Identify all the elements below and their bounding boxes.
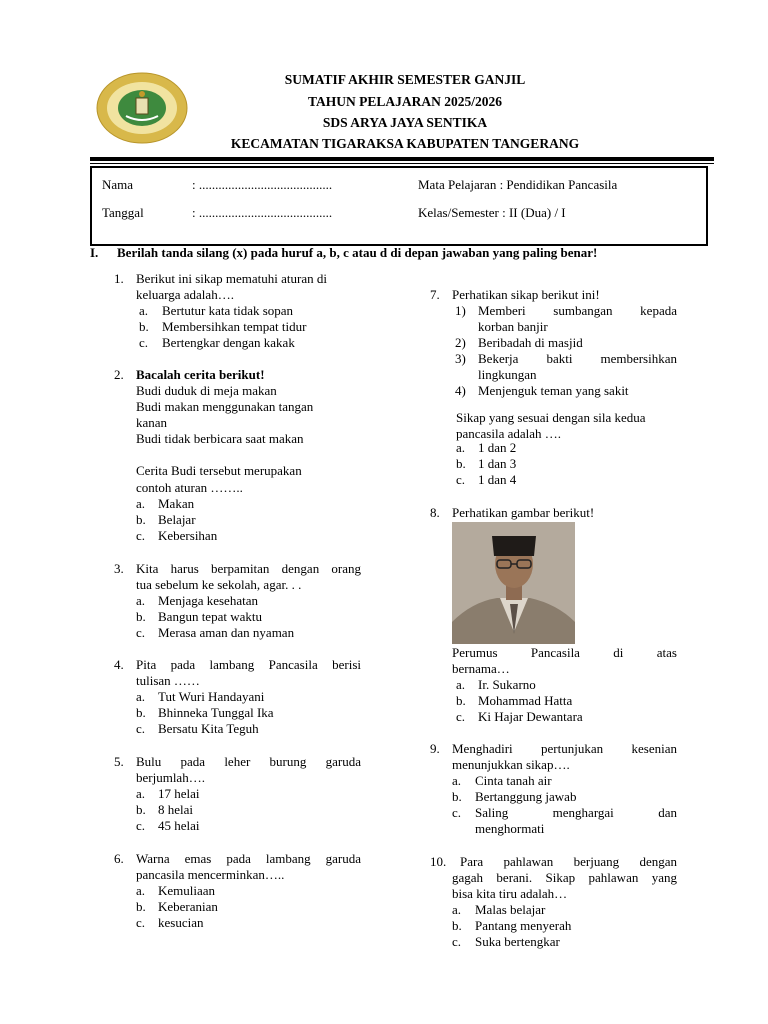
- option-text[interactable]: Bangun tepat waktu: [158, 609, 262, 624]
- question-number: 4.: [114, 657, 124, 672]
- question-text: bernama…: [452, 661, 510, 676]
- question-number: 5.: [114, 754, 124, 769]
- nama-label: Nama: [102, 177, 134, 192]
- question-text: keluarga adalah….: [136, 287, 234, 302]
- option-letter: a.: [452, 902, 462, 917]
- option-letter: b.: [456, 693, 466, 708]
- class-info: Kelas/Semester : II (Dua) / I: [418, 205, 566, 220]
- option-letter: b.: [136, 899, 146, 914]
- question-text: Kita harus berpamitan dengan orang: [136, 561, 361, 576]
- instruction-number: I.: [90, 245, 99, 260]
- option-text[interactable]: 45 helai: [158, 818, 200, 833]
- option-text[interactable]: Ki Hajar Dewantara: [478, 709, 583, 724]
- option-text[interactable]: Kemuliaan: [158, 883, 216, 898]
- question-text: berjumlah….: [136, 770, 205, 785]
- question-number: 8.: [430, 505, 440, 520]
- option-text[interactable]: kesucian: [158, 915, 204, 930]
- portrait-photo: [452, 522, 575, 644]
- option-letter: c.: [136, 721, 146, 736]
- story-line: Budi tidak berbicara saat makan: [136, 431, 304, 446]
- option-text[interactable]: Mohammad Hatta: [478, 693, 573, 708]
- list-number: 3): [455, 351, 466, 366]
- option-text[interactable]: Saling menghargai dan: [475, 805, 677, 820]
- list-item: korban banjir: [478, 319, 548, 334]
- question-text: menunjukkan sikap….: [452, 757, 570, 772]
- question-text: pancasila mencerminkan…..: [136, 867, 285, 882]
- option-letter: b.: [452, 789, 462, 804]
- option-letter: a.: [456, 440, 466, 455]
- option-letter: a.: [136, 593, 146, 608]
- question-number: 3.: [114, 561, 124, 576]
- list-item: Memberi sumbangan kepada: [478, 303, 677, 318]
- exam-title: SUMATIF AKHIR SEMESTER GANJIL: [284, 72, 526, 87]
- academic-year: TAHUN PELAJARAN 2025/2026: [307, 94, 502, 109]
- district-name: KECAMATAN TIGARAKSA KABUPATEN TANGERANG: [230, 136, 580, 151]
- question-number: 7.: [430, 287, 440, 302]
- list-number: 1): [455, 303, 466, 318]
- header-divider-thin: [90, 163, 714, 164]
- question-text: gagah berani. Sikap pahlawan yang: [452, 870, 677, 885]
- option-text[interactable]: Merasa aman dan nyaman: [158, 625, 295, 640]
- question-text: tulisan ……: [136, 673, 200, 688]
- option-letter: a.: [136, 786, 146, 801]
- instruction-text: Berilah tanda silang (x) pada huruf a, b, c atau d di depan jawaban yang paling benar!: [117, 245, 598, 260]
- option-text[interactable]: Makan: [158, 496, 195, 511]
- story-line: kanan: [136, 415, 168, 430]
- option-text[interactable]: Bertutur kata tidak sopan: [162, 303, 294, 318]
- option-text[interactable]: 1 dan 2: [478, 440, 517, 455]
- question-text: Cerita Budi tersebut merupakan: [136, 463, 302, 478]
- option-letter: b.: [136, 609, 146, 624]
- list-item: lingkungan: [478, 367, 537, 382]
- header-divider-thick: [90, 157, 714, 161]
- option-letter: b.: [452, 918, 462, 933]
- option-letter: a.: [452, 773, 462, 788]
- question-text: Warna emas pada lambang garuda: [136, 851, 361, 866]
- option-text[interactable]: 8 helai: [158, 802, 194, 817]
- option-letter: a.: [136, 883, 146, 898]
- tanggal-label: Tanggal: [102, 205, 144, 220]
- story-line: Budi makan menggunakan tangan: [136, 399, 314, 414]
- option-letter: b.: [136, 512, 146, 527]
- option-text[interactable]: 17 helai: [158, 786, 200, 801]
- list-number: 4): [455, 383, 466, 398]
- option-letter: a.: [136, 689, 146, 704]
- list-item: Beribadah di masjid: [478, 335, 583, 350]
- option-text[interactable]: Malas belajar: [475, 902, 546, 917]
- option-letter: c.: [136, 528, 146, 543]
- option-letter: a.: [456, 677, 466, 692]
- option-text[interactable]: 1 dan 3: [478, 456, 517, 471]
- option-letter: b.: [136, 705, 146, 720]
- option-letter: c.: [452, 805, 462, 820]
- question-number: 10.: [430, 854, 447, 869]
- option-text[interactable]: Pantang menyerah: [475, 918, 572, 933]
- option-text[interactable]: Menjaga kesehatan: [158, 593, 258, 608]
- option-text[interactable]: Suka bertengkar: [475, 934, 560, 949]
- option-text[interactable]: menghormati: [475, 821, 545, 836]
- option-text[interactable]: Tut Wuri Handayani: [158, 689, 265, 704]
- option-text[interactable]: 1 dan 4: [478, 472, 517, 487]
- option-text[interactable]: Cinta tanah air: [475, 773, 552, 788]
- story-line: Budi duduk di meja makan: [136, 383, 277, 398]
- school-name: SDS ARYA JAYA SENTIKA: [322, 115, 488, 130]
- option-letter: b.: [456, 456, 466, 471]
- option-letter: c.: [136, 915, 146, 930]
- list-item: Bekerja bakti membersihkan: [478, 351, 677, 366]
- question-text: pancasila adalah ….: [456, 426, 562, 441]
- school-logo: [96, 72, 188, 144]
- question-text: Pita pada lambang Pancasila berisi: [136, 657, 361, 672]
- nama-field[interactable]: : .........................................: [192, 177, 333, 192]
- question-number: 6.: [114, 851, 124, 866]
- question-text: Berikut ini sikap mematuhi aturan di: [136, 271, 327, 286]
- question-text: contoh aturan ……..: [136, 480, 243, 495]
- option-letter: b.: [139, 319, 149, 334]
- option-text[interactable]: Bersatu Kita Teguh: [158, 721, 259, 736]
- option-letter: c.: [456, 709, 466, 724]
- question-text: Sikap yang sesuai dengan sila kedua: [456, 410, 646, 425]
- option-letter: c.: [136, 818, 146, 833]
- option-letter: a.: [136, 496, 146, 511]
- question-text: Para pahlawan berjuang dengan: [460, 854, 677, 869]
- question-number: 1.: [114, 271, 124, 286]
- list-item: Menjenguk teman yang sakit: [478, 383, 629, 398]
- question-text: tua sebelum ke sekolah, agar. . .: [136, 577, 302, 592]
- option-text[interactable]: Membersihkan tempat tidur: [162, 319, 307, 334]
- option-letter: c.: [456, 472, 466, 487]
- question-text: bisa kita tiru adalah…: [452, 886, 568, 901]
- option-text[interactable]: Belajar: [158, 512, 196, 527]
- question-text: Bulu pada leher burung garuda: [136, 754, 361, 769]
- option-letter: c.: [139, 335, 149, 350]
- tanggal-field[interactable]: : .........................................: [192, 205, 333, 220]
- subject-info: Mata Pelajaran : Pendidikan Pancasila: [418, 177, 618, 192]
- option-letter: c.: [136, 625, 146, 640]
- option-letter: b.: [136, 802, 146, 817]
- option-letter: a.: [139, 303, 149, 318]
- question-text: Menghadiri pertunjukan kesenian: [452, 741, 677, 756]
- option-letter: c.: [452, 934, 462, 949]
- question-text: Perhatikan gambar berikut!: [452, 505, 595, 520]
- option-text[interactable]: Bertengkar dengan kakak: [162, 335, 295, 350]
- question-text: Perumus Pancasila di atas: [452, 645, 677, 660]
- list-number: 2): [455, 335, 466, 350]
- option-text[interactable]: Ir. Sukarno: [478, 677, 536, 692]
- option-text[interactable]: Keberanian: [158, 899, 218, 914]
- option-text[interactable]: Kebersihan: [158, 528, 218, 543]
- option-text[interactable]: Bertanggung jawab: [475, 789, 577, 804]
- question-text: Bacalah cerita berikut!: [136, 367, 265, 382]
- question-text: Perhatikan sikap berikut ini!: [452, 287, 600, 302]
- option-text[interactable]: Bhinneka Tunggal Ika: [158, 705, 274, 720]
- question-number: 9.: [430, 741, 440, 756]
- question-number: 2.: [114, 367, 124, 382]
